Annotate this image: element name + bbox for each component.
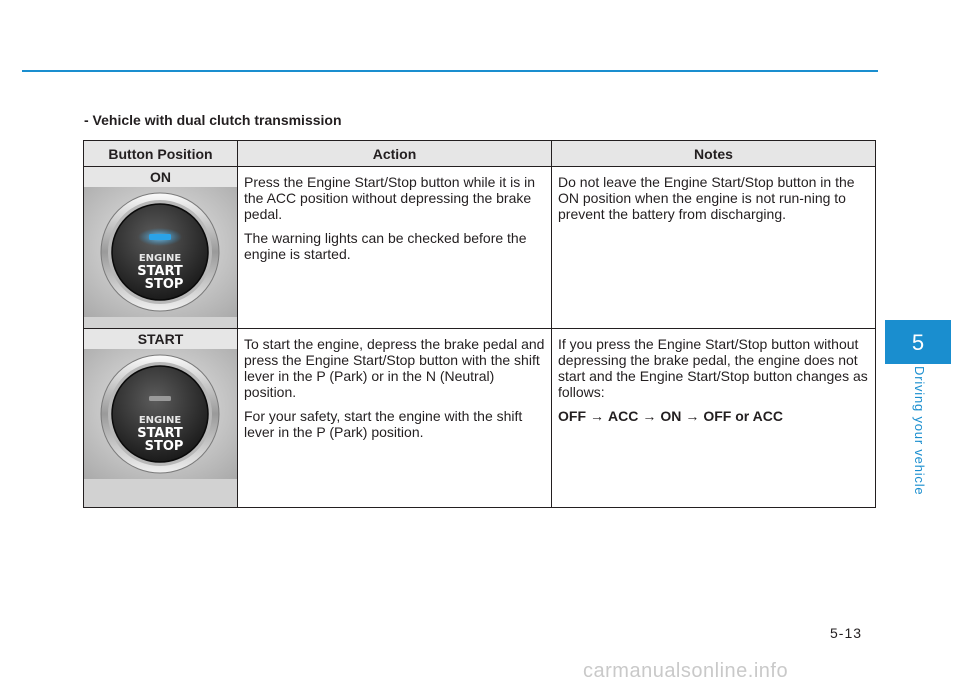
- engine-start-stop-button-icon: [84, 349, 237, 479]
- header-notes: Notes: [552, 141, 876, 167]
- top-rule: [22, 70, 878, 72]
- chapter-number-tab: 5: [885, 320, 951, 364]
- indicator-light: [149, 234, 171, 240]
- state-off: OFF: [558, 408, 586, 424]
- action-cell: [238, 167, 552, 329]
- state-sequence: [558, 408, 869, 424]
- engine-button-table: [83, 140, 876, 508]
- button-text-start: START: [137, 426, 183, 441]
- table-header-row: [84, 141, 876, 167]
- action-cell: [238, 329, 552, 508]
- indicator-light: [149, 396, 171, 401]
- button-text-engine: ENGINE: [138, 415, 182, 426]
- arrow-right-icon: →: [642, 408, 657, 424]
- table-row: [84, 329, 876, 508]
- notes-cell: [552, 167, 876, 329]
- state-off-or-acc: OFF or ACC: [703, 408, 783, 424]
- engine-start-stop-button-icon: [84, 187, 237, 317]
- arrow-right-icon: →: [590, 408, 604, 424]
- chapter-title-vertical: Driving your vehicle: [912, 366, 927, 496]
- action-text: To start the engine, depress the brake pedal and press the Engine Start/Stop button with the shift lever in the P (Park) or in the N (Neutral) position.: [244, 336, 545, 400]
- action-text: Press the Engine Start/Stop button while it is in the ACC position without depressing the brake pedal.: [244, 174, 536, 222]
- position-label: ON: [84, 167, 237, 187]
- button-text-start: START: [137, 264, 183, 279]
- header-action: Action: [238, 141, 552, 167]
- page-number: 5-13: [830, 625, 863, 641]
- state-on: ON: [660, 408, 682, 424]
- button-text-engine: ENGINE: [138, 253, 182, 264]
- button-position-cell: [84, 167, 238, 329]
- button-position-cell: [84, 329, 238, 508]
- header-button-position: Button Position: [84, 141, 238, 167]
- notes-text: If you press the Engine Start/Stop button without depressing the brake pedal, the engine does not start and the Engine Start/Stop button changes as follows:: [558, 336, 868, 400]
- position-label: START: [84, 329, 237, 349]
- table-row: [84, 167, 876, 329]
- action-text: For your safety, start the engine with the shift lever in the P (Park) position.: [244, 408, 523, 440]
- section-subtitle: - Vehicle with dual clutch transmission: [84, 112, 342, 128]
- notes-text: Do not leave the Engine Start/Stop button in the ON position when the engine is not run-ning to prevent the battery from discharging.: [558, 174, 855, 222]
- arrow-right-icon: →: [685, 408, 700, 424]
- button-text-stop: STOP: [144, 439, 184, 454]
- notes-cell: [552, 329, 876, 508]
- watermark: carmanualsonline.info: [583, 660, 789, 682]
- action-text: The warning lights can be checked before the engine is started.: [244, 230, 527, 262]
- state-acc: ACC: [608, 408, 639, 424]
- button-text-stop: STOP: [144, 277, 184, 292]
